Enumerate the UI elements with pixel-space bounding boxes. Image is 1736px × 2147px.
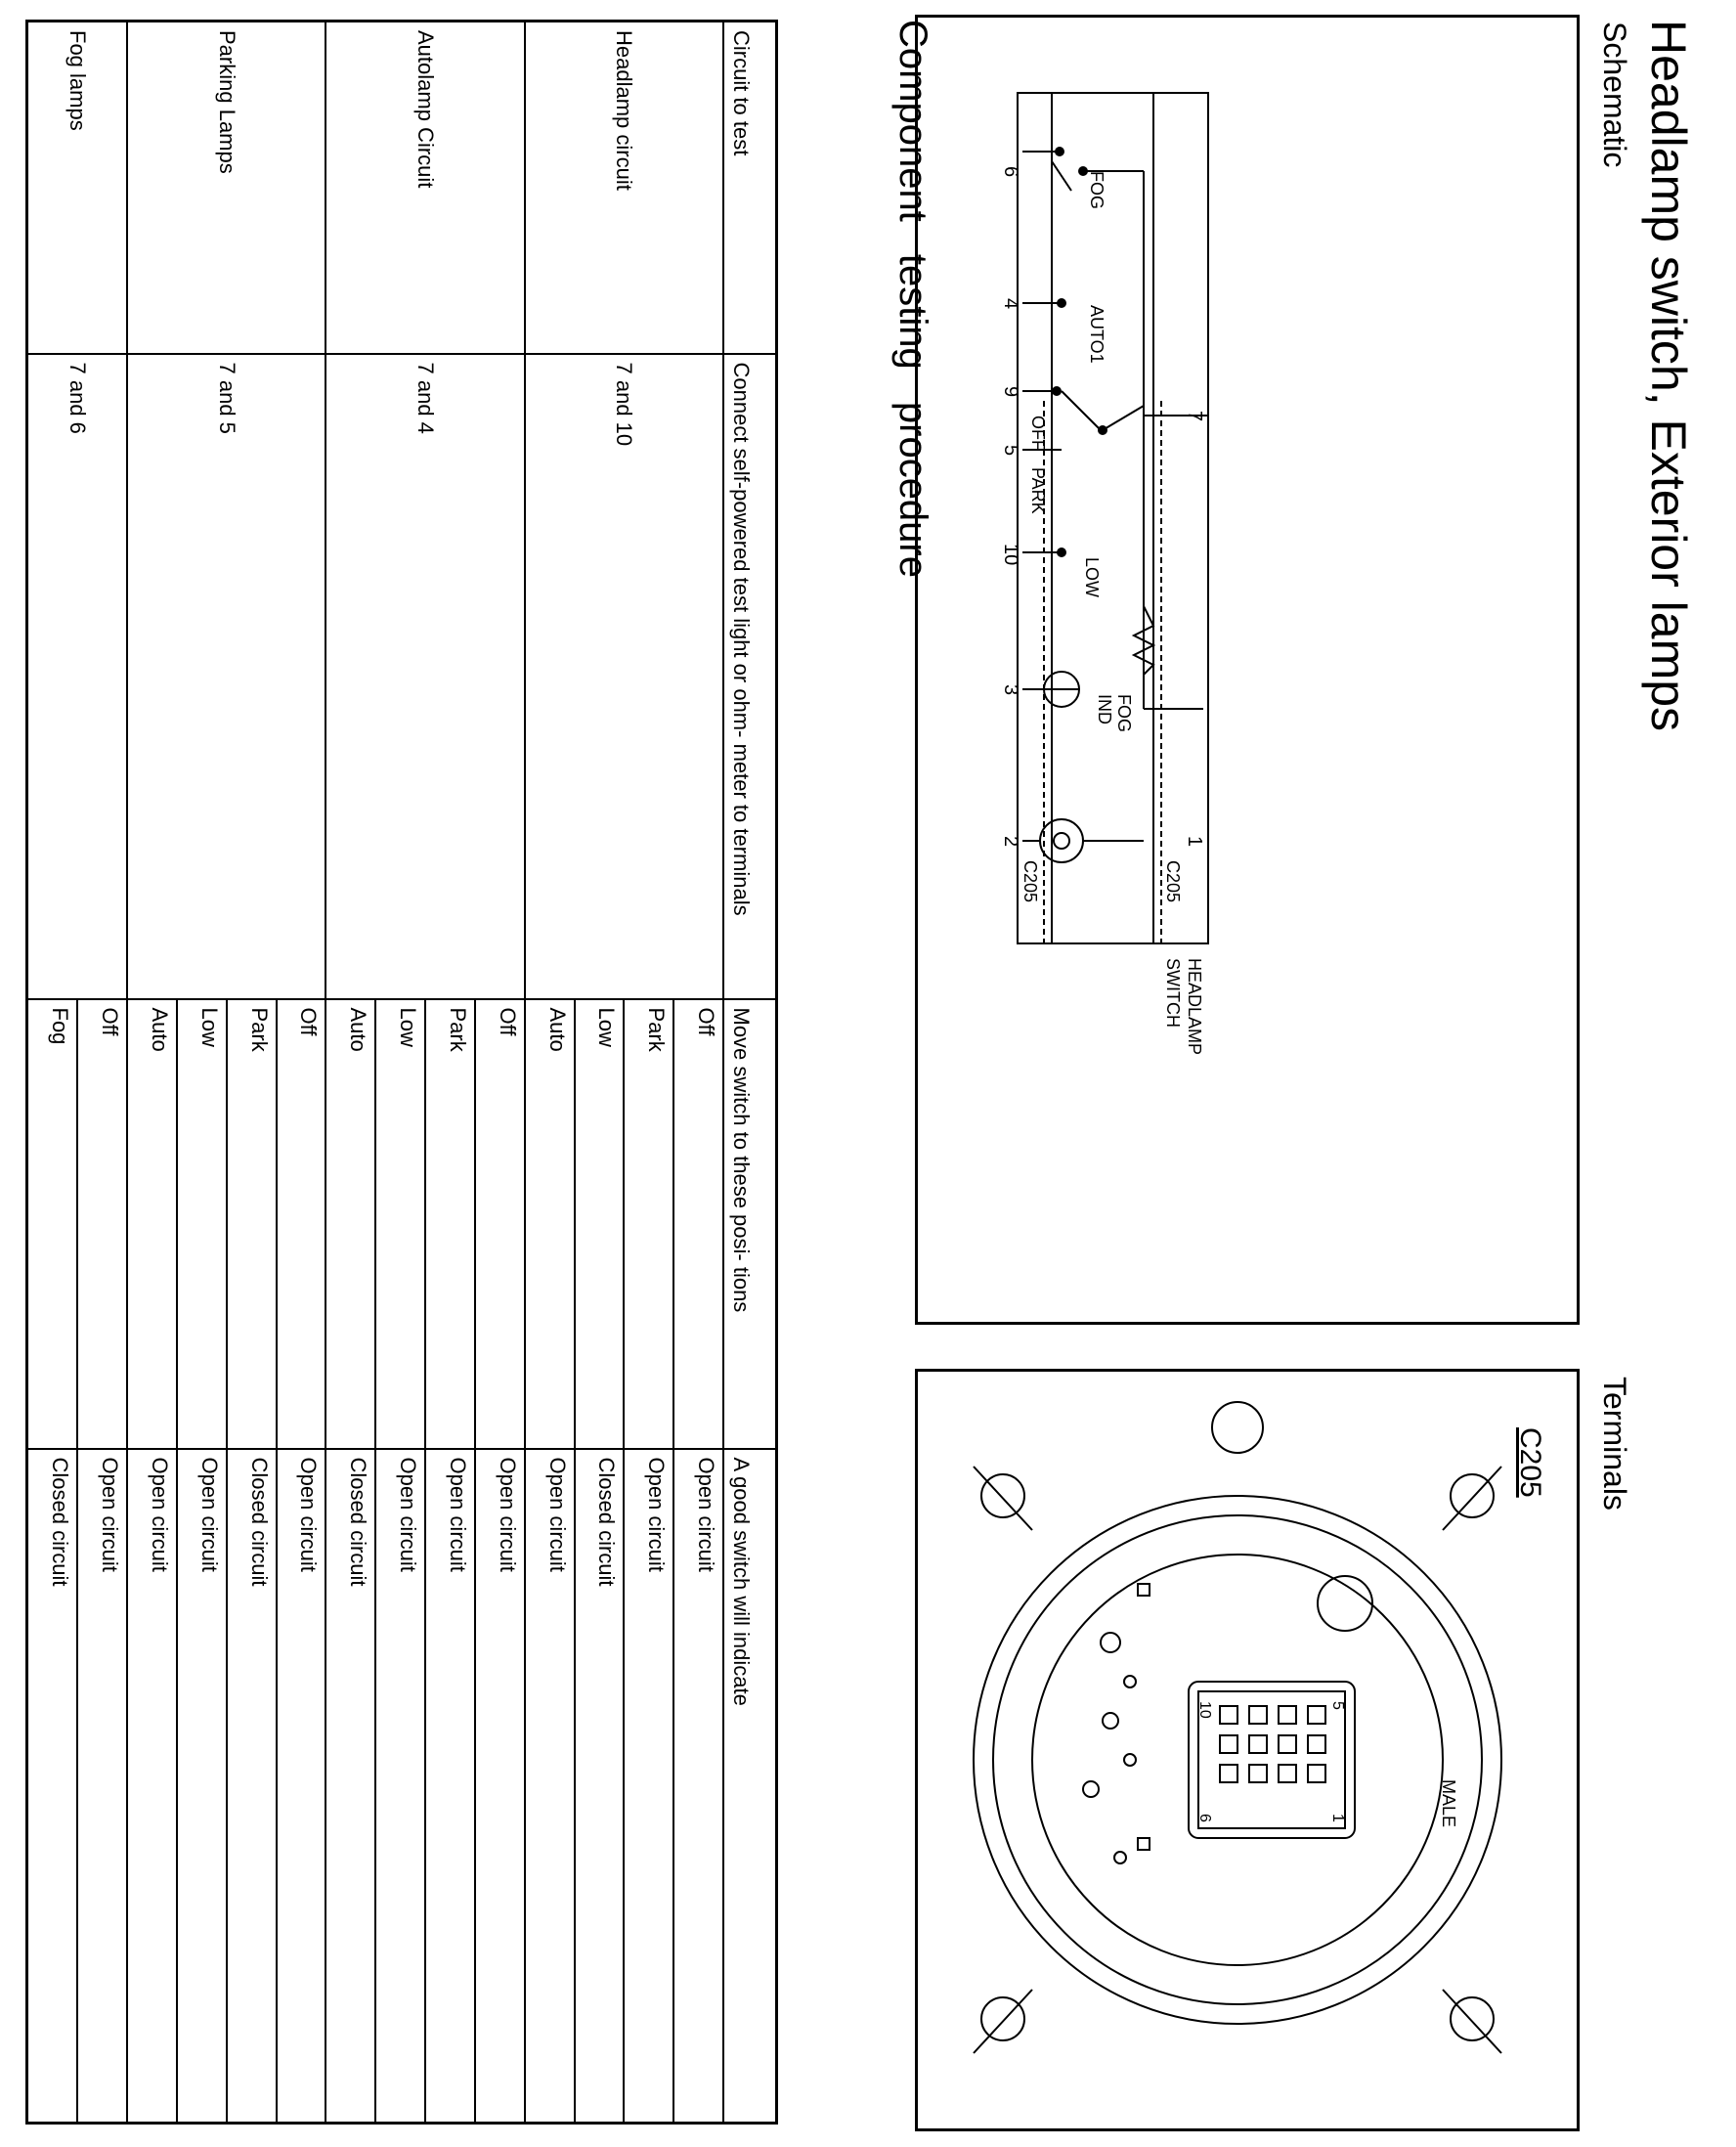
connector-face-diagram <box>915 0 1736 2147</box>
pin-label-6: 6 <box>1196 1814 1213 1822</box>
result-cell: Open circuit <box>624 1449 673 2124</box>
result-cell: Open circuit <box>375 1449 425 2124</box>
result-cell: Open circuit <box>425 1449 475 2124</box>
result-cell: Closed circuit <box>227 1449 277 2124</box>
pin-4-label: 4 <box>1000 298 1021 310</box>
table-row <box>277 22 326 2124</box>
result-cell: Open circuit <box>127 1449 177 2124</box>
terminals-cell: 7 and 6 <box>27 354 128 999</box>
schematic-label: Schematic <box>1597 22 1632 168</box>
result-cell: Open circuit <box>277 1449 326 2124</box>
position-park-label: PARK <box>1028 467 1048 514</box>
connector-bottom-label: C205 <box>1020 860 1040 903</box>
position-cell: Low <box>575 999 625 1449</box>
position-cell: Off <box>475 999 525 1449</box>
position-off-label: OFF <box>1028 416 1048 451</box>
pin-1-label: 1 <box>1184 836 1205 848</box>
result-cell: Open circuit <box>177 1449 227 2124</box>
connector-id: C205 <box>1514 1427 1546 1498</box>
position-cell: Park <box>425 999 475 1449</box>
terminals-cell: 7 and 10 <box>525 354 723 999</box>
position-cell: Low <box>375 999 425 1449</box>
pin-label-5: 5 <box>1329 1701 1346 1710</box>
result-cell: Open circuit <box>475 1449 525 2124</box>
pin-label-1: 1 <box>1329 1814 1346 1822</box>
result-cell: Open circuit <box>525 1449 575 2124</box>
result-cell: Open circuit <box>673 1449 723 2124</box>
terminals-cell: 7 and 4 <box>326 354 524 999</box>
position-cell: Low <box>177 999 227 1449</box>
page-title: Headlamp switch, Exterior lamps <box>1641 20 1696 732</box>
position-cell: Off <box>673 999 723 1449</box>
circuit-cell: Autolamp Circuit <box>326 22 524 354</box>
pin-label-10: 10 <box>1196 1701 1213 1719</box>
header-circuit: Circuit to test <box>723 22 777 354</box>
pin-9-label: 9 <box>1000 386 1021 398</box>
component-label-2: SWITCH <box>1163 958 1183 1028</box>
header-result: A good switch will indicate <box>723 1449 777 2124</box>
terminals-cell: 7 and 5 <box>127 354 326 999</box>
component-test-title: Component testing procedure <box>891 20 934 578</box>
position-auto-label: AUTO1 <box>1087 305 1107 364</box>
table-header-row <box>723 22 777 2124</box>
position-cell: Off <box>277 999 326 1449</box>
position-cell: Fog <box>27 999 78 1449</box>
fog-indicator-label-2: IND <box>1095 694 1114 724</box>
circuit-cell: Parking Lamps <box>127 22 326 354</box>
connector-top-label: C205 <box>1163 860 1183 903</box>
result-cell: Open circuit <box>77 1449 127 2124</box>
component-label-1: HEADLAMP <box>1185 958 1204 1056</box>
result-cell: Closed circuit <box>326 1449 375 2124</box>
result-cell: Closed circuit <box>575 1449 625 2124</box>
header-terminals: Connect self-powered test light or ohm- meter to terminals <box>723 354 777 999</box>
table-row <box>77 22 127 2124</box>
position-cell: Auto <box>326 999 375 1449</box>
male-label: MALE <box>1439 1779 1458 1828</box>
position-low-label: LOW <box>1082 557 1102 598</box>
terminals-label: Terminals <box>1597 1377 1632 1511</box>
component-test-table <box>25 20 778 2125</box>
pin-2-label: 2 <box>1000 836 1021 848</box>
circuit-cell: Fog lamps <box>27 22 128 354</box>
position-cell: Auto <box>127 999 177 1449</box>
result-cell: Closed circuit <box>27 1449 78 2124</box>
position-cell: Auto <box>525 999 575 1449</box>
pin-10-label: 10 <box>1000 544 1021 566</box>
circuit-cell: Headlamp circuit <box>525 22 723 354</box>
table-row <box>475 22 525 2124</box>
header-positions: Move switch to these posi- tions <box>723 999 777 1449</box>
pin-7-label: 7 <box>1184 411 1205 422</box>
pin-6-label: 6 <box>1000 166 1021 178</box>
position-cell: Off <box>77 999 127 1449</box>
pin-5-label: 5 <box>1000 445 1021 457</box>
pin-3-label: 3 <box>1000 684 1021 696</box>
position-cell: Park <box>227 999 277 1449</box>
position-cell: Park <box>624 999 673 1449</box>
table-row <box>673 22 723 2124</box>
position-fog-label: FOG <box>1087 171 1107 209</box>
fog-indicator-label-1: FOG <box>1114 694 1134 732</box>
